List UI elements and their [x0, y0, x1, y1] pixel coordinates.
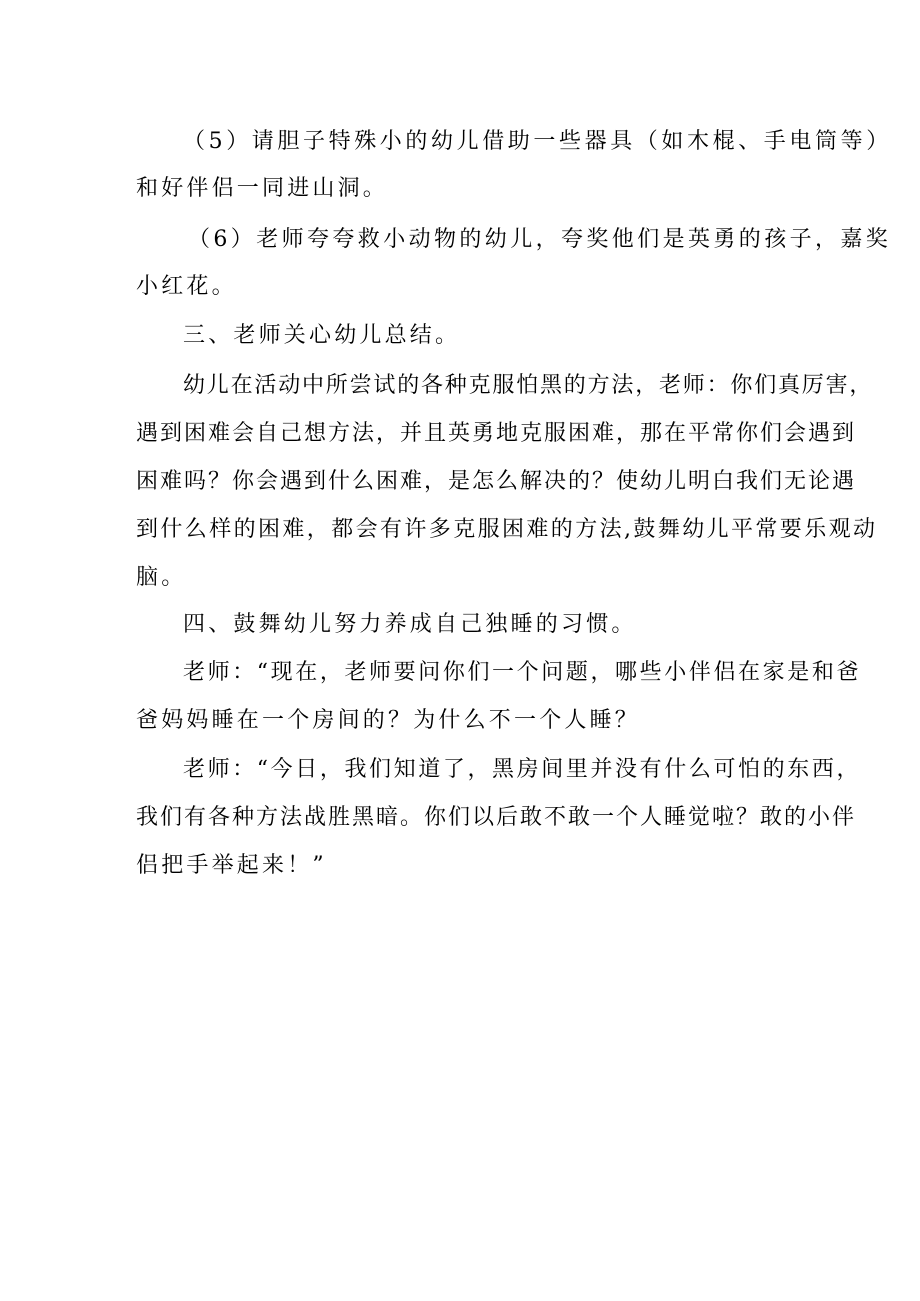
text-line: 我们有各种方法战胜黑暗。你们以后敢不敢一个人睡觉啦？敢的小伴	[136, 805, 857, 830]
text-line: 和好伴侣一同进山洞。	[136, 176, 389, 201]
text-line: 老师：“现在，老师要问你们一个问题，哪些小伴侣在家是和爸	[183, 660, 862, 685]
section-heading: 三、老师关心幼儿总结。	[183, 323, 461, 348]
text-line: （6）老师夸夸救小动物的幼儿，夸奖他们是英勇的孩子，嘉奖	[188, 227, 892, 252]
text-line: 脑。	[136, 565, 187, 590]
text-line: （5）请胆子特殊小的幼儿借助一些器具（如木棍、手电筒等）	[183, 129, 892, 154]
text-line: 困难吗？你会遇到什么困难，是怎么解决的？使幼儿明白我们无论遇	[136, 469, 857, 494]
text-line: 遇到困难会自己想方法，并且英勇地克服困难，那在平常你们会遇到	[136, 421, 857, 446]
text-line: 爸妈妈睡在一个房间的？为什么不一个人睡？	[136, 708, 641, 733]
text-line: 幼儿在活动中所尝试的各种克服怕黑的方法，老师：你们真厉害，	[183, 373, 874, 398]
text-line: 到什么样的困难，都会有许多克服困难的方法,鼓舞幼儿平常要乐观动	[136, 517, 878, 542]
section-heading: 四、鼓舞幼儿努力养成自己独睡的习惯。	[183, 612, 637, 637]
text-line: 侣把手举起来！”	[136, 853, 327, 878]
text-line: 小红花。	[136, 274, 237, 299]
text-line: 老师：“今日，我们知道了，黑房间里并没有什么可怕的东西，	[183, 757, 862, 782]
